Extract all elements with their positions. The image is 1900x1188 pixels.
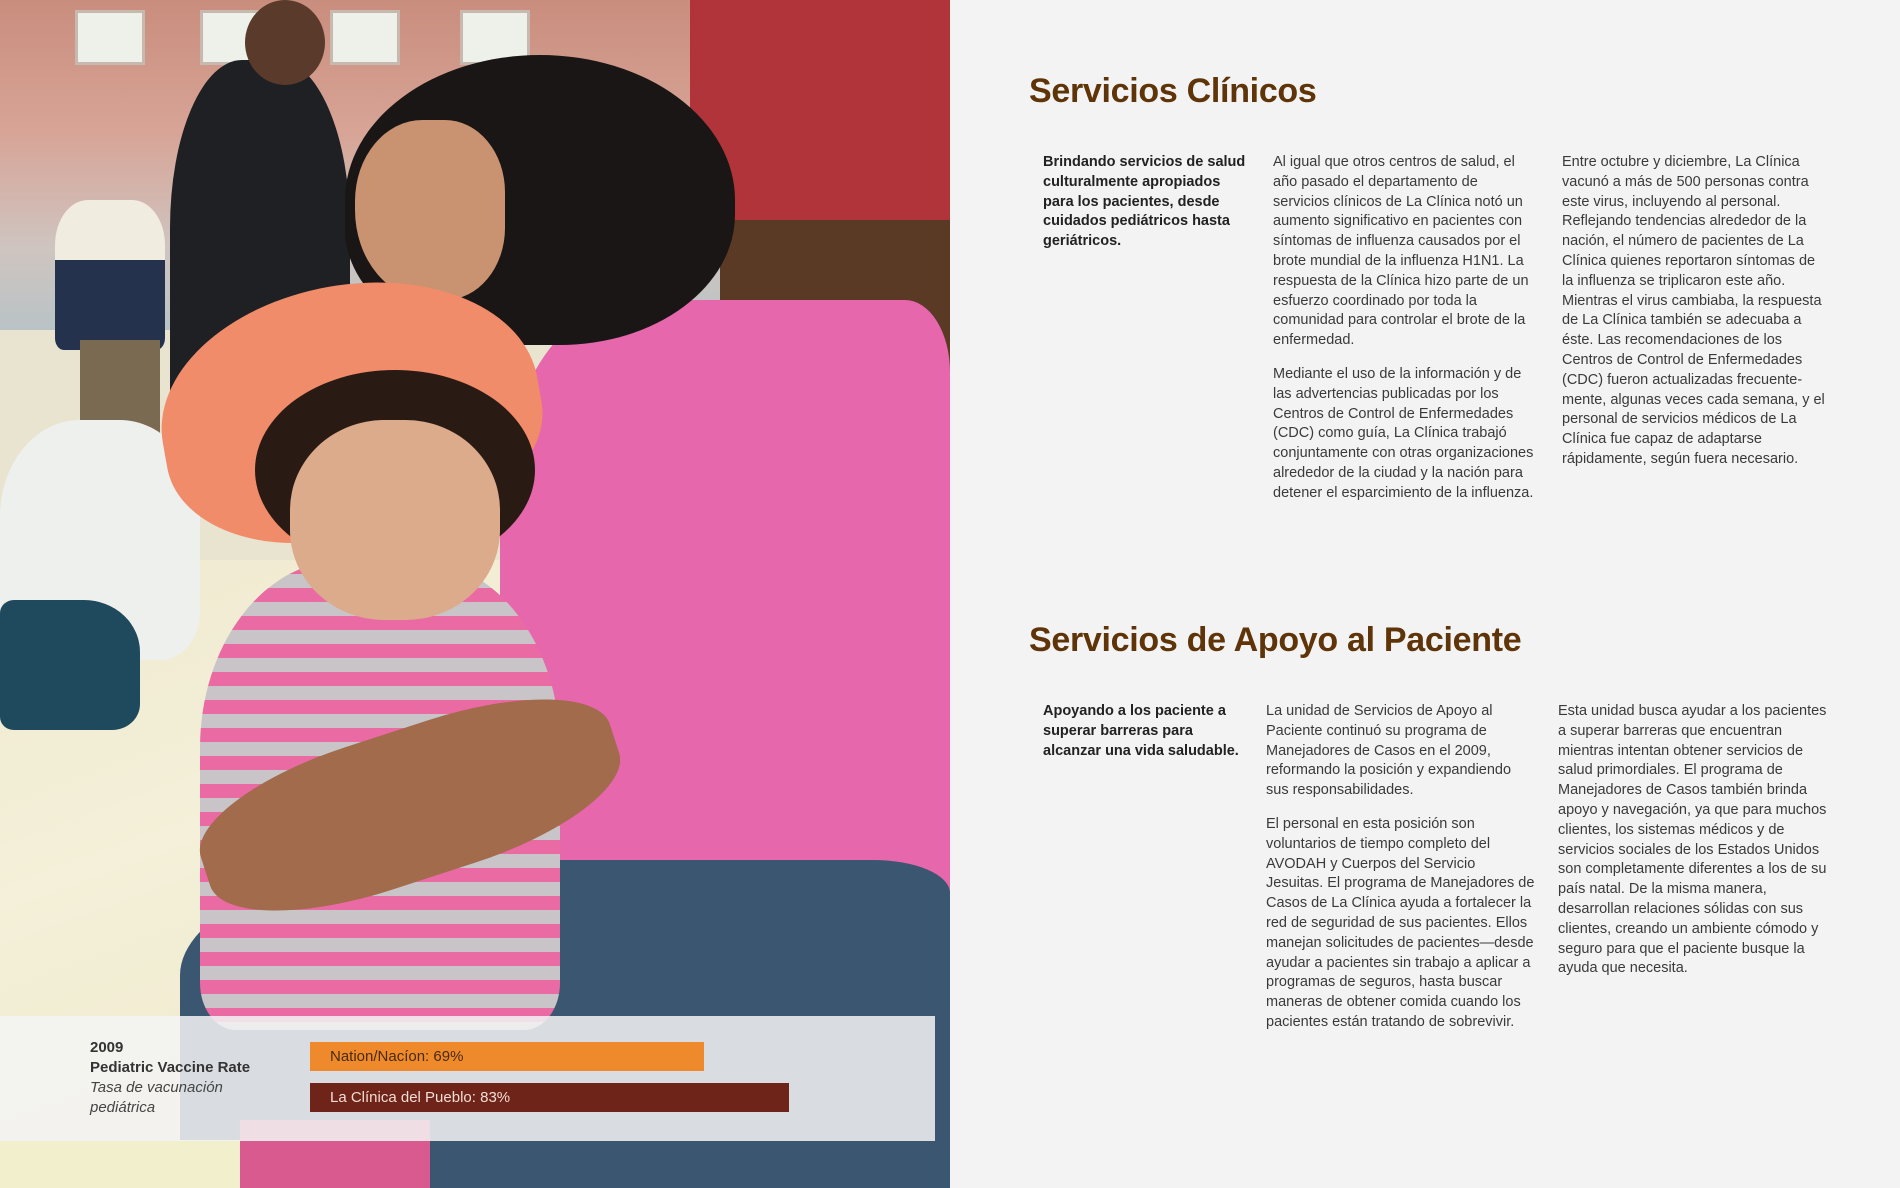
- section-lead: [1043, 153, 1248, 252]
- section-lead: [1043, 702, 1253, 761]
- child-face: [290, 420, 500, 620]
- vaccine-rate-chart: [0, 1016, 935, 1141]
- bar-nation: Nation/Nacíon: 69%: [310, 1042, 704, 1071]
- paragraph: Mediante el uso de la información y de las advertencias publicadas por los Centros de Control de Enfermedades (CDC) como guía, La Clínica trabajó conjuntamente con otras organizaciones alrededor de la ciudad y la nación para detener el esparcimiento de la influenza.: [1273, 365, 1534, 501]
- paragraph: La unidad de Servicios de Apoyo al Paciente continuó su programa de Manejadores de Casos en el 2009, reformando la posición y expandiendo sus responsabilidades.: [1266, 703, 1512, 799]
- section-title-servicios-clinicos: Servicios Clínicos: [1029, 72, 1317, 110]
- paragraph: Esta unidad busca ayudar a los pacientes a superar barreras que encuentran mientras intentan obtener servicios de salud primordiales. El programa de Manejadores de Casos también brinda apoyo y navegación, ya que para muchos clientes, los sistemas médicos y de servicios sociales de los Estados Unidos son completamente diferentes a los de su país natal. De la misma manera, desarrollan relaciones sólidas con sus clientes, creando un ambiente cómodo y seguro para que el paciente busque la ayuda que necesita.: [1558, 703, 1827, 977]
- body-column: [1562, 153, 1830, 470]
- bar-la-clinica: La Clínica del Pueblo: 83%: [310, 1083, 789, 1112]
- lead-text: Brindando servicios de salud culturalmente apropiados para los pacientes, desde cuidados pediátricos hasta geriátricos.: [1043, 154, 1246, 250]
- paragraph: Al igual que otros centros de salud, el año pasado el departamento de servicios clínicos de La Clínica notó un aumento significativo en pacientes con síntomas de influenza causados por el brote mundial de la influenza H1N1. La respuesta de la Clínica hizo parte de un esfuerzo coordinado por toda la comunidad para controlar el brote de la enfermedad.: [1273, 154, 1529, 349]
- ground-bottom: [0, 1140, 240, 1188]
- building-window: [330, 10, 400, 65]
- body-column: [1558, 702, 1830, 979]
- chart-year: 2009: [90, 1039, 124, 1056]
- man-striped-shirt: [55, 200, 165, 350]
- body-column: [1273, 153, 1538, 504]
- building-window: [75, 10, 145, 65]
- chart-subtitle: Tasa de vacunación pediátrica: [90, 1079, 223, 1116]
- body-column: [1266, 702, 1536, 1033]
- mother-face: [355, 120, 505, 300]
- chart-title: Pediatric Vaccine Rate: [90, 1059, 251, 1076]
- chart-label: [90, 1038, 290, 1118]
- paragraph: Entre octubre y diciembre, La Clínica vacunó a más de 500 personas contra este virus, incluyendo al personal. Reflejando tendencias alrededor de la nación, el número de pacientes de La Clínica quienes reportaron síntomas de la influenza se triplicaron este año. Mientras el virus cambiaba, la respuesta de La Clínica también se adecuaba a éste. Las recomendaciones de los Centros de Control de Enfermedades (CDC) fueron actualizadas frecuente-mente, algunas veces cada semana, y el personal de servicios médicos de La Clínica fue capaz de adaptarse rápidamente, según fuera necesario.: [1562, 154, 1825, 467]
- man-head: [245, 0, 325, 85]
- section-title-servicios-de-apoyo: Servicios de Apoyo al Paciente: [1029, 621, 1522, 659]
- paragraph: El personal en esta posición son voluntarios de tiempo completo del AVODAH y Cuerpos del Servicio Jesuitas. El programa de Manejadores de Casos de La Clínica ayuda a fortalecer la red de seguridad de sus pacientes. Ellos manejan solicitudes de pacientes—desde ayudar a pacientes sin trabajo a aplicar a programas de seguros, hasta buscar maneras de obtener comida cuando los pacientes están tratando de sobrevivir.: [1266, 815, 1535, 1030]
- lead-text: Apoyando a los paciente a superar barreras para alcanzar una vida saludable.: [1043, 703, 1239, 759]
- person-jeans: [0, 600, 140, 730]
